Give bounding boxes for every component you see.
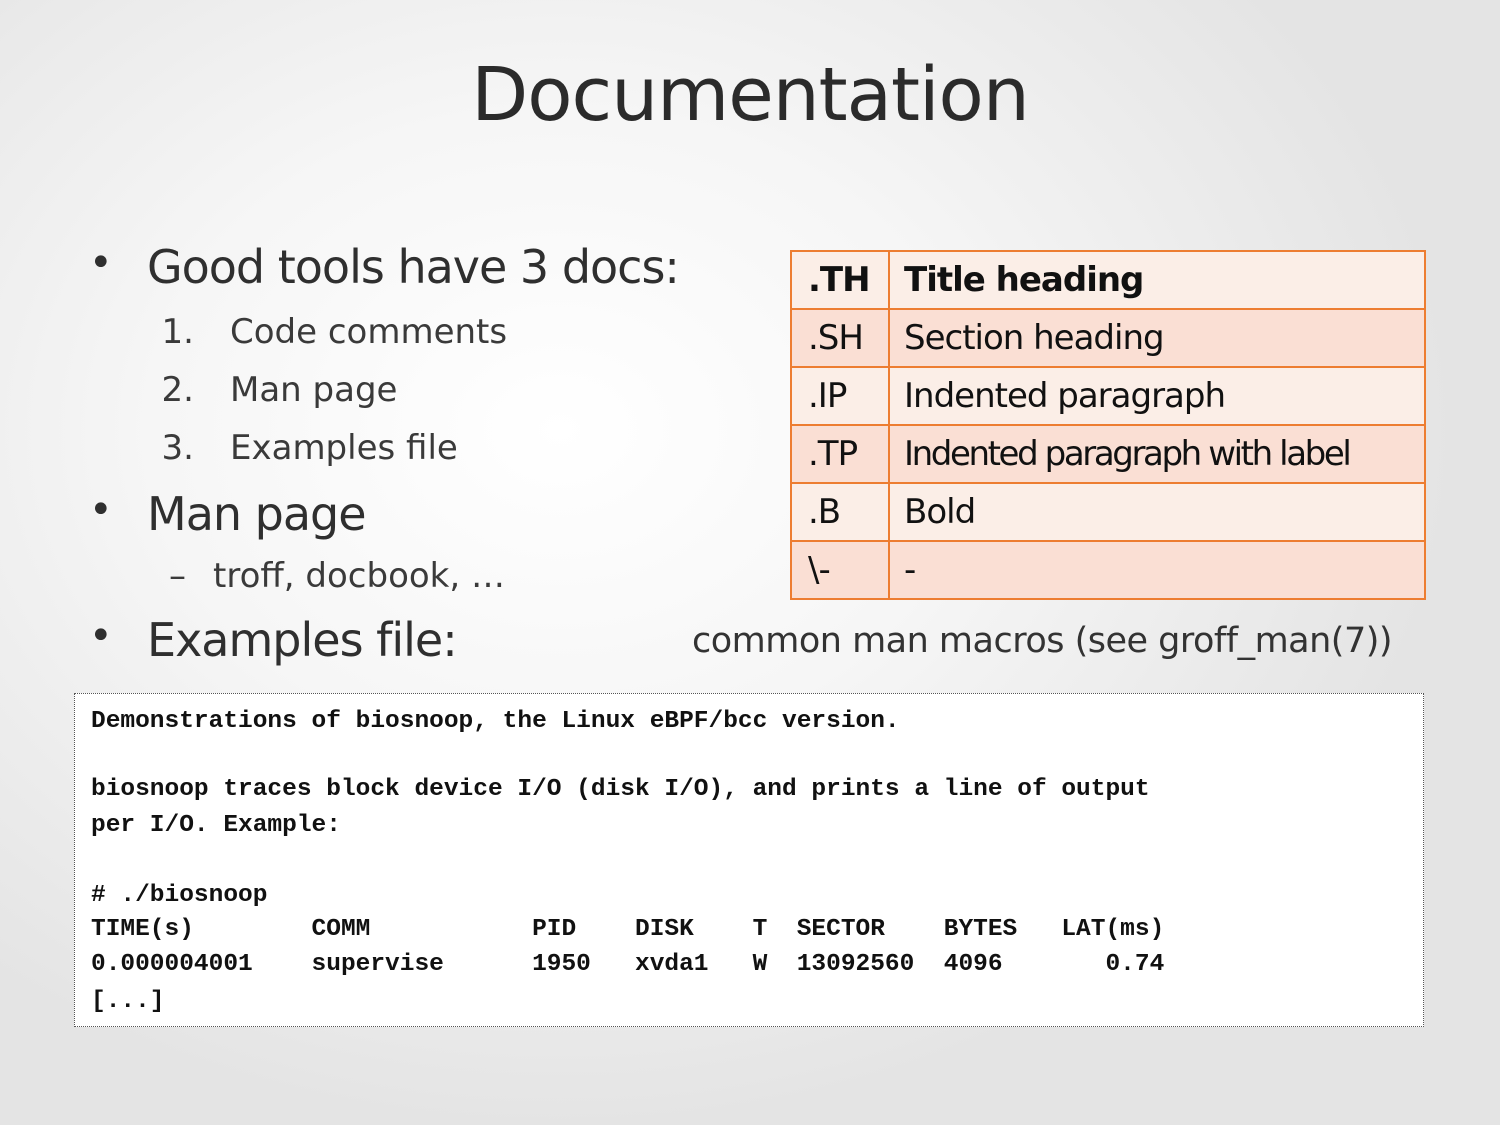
macro-cell: .B bbox=[791, 483, 889, 541]
table-row bbox=[791, 483, 1425, 541]
table-row bbox=[791, 367, 1425, 425]
list-number: 2. bbox=[161, 370, 194, 410]
bullet-text: Man page bbox=[147, 487, 366, 541]
code-line: Demonstrations of biosnoop, the Linux eBPF/bcc version. bbox=[91, 708, 900, 735]
table-row bbox=[791, 251, 1425, 309]
bullet-good-tools bbox=[89, 240, 679, 294]
macro-description-cell: Section heading bbox=[889, 309, 1425, 367]
slide-title: Documentation bbox=[471, 52, 1029, 138]
macro-cell: .SH bbox=[791, 309, 889, 367]
bullet-text: Good tools have 3 docs: bbox=[147, 240, 679, 294]
macro-cell: .TP bbox=[791, 425, 889, 483]
table-row bbox=[791, 541, 1425, 599]
bullet-examples-file bbox=[89, 613, 457, 667]
code-line: [...] bbox=[91, 988, 165, 1015]
list-item bbox=[161, 312, 508, 352]
macro-description-cell: - bbox=[889, 541, 1425, 599]
list-item-text: Examples file bbox=[230, 428, 458, 468]
code-line: 0.000004001 supervise 1950 xvda1 W 13092560 4096 0.74 bbox=[91, 951, 1165, 978]
table-caption: common man macros (see groff_man(7)) bbox=[692, 621, 1393, 661]
code-line: biosnoop traces block device I/O (disk I/O), and prints a line of output bbox=[91, 776, 1150, 803]
macro-description-cell: Bold bbox=[889, 483, 1425, 541]
bullet-dot: • bbox=[89, 487, 112, 533]
table-row bbox=[791, 309, 1425, 367]
macro-description-cell: Indented paragraph with label bbox=[889, 425, 1425, 483]
list-number: 1. bbox=[161, 312, 194, 352]
list-number: 3. bbox=[161, 428, 194, 468]
list-item-text: troff, docbook, … bbox=[213, 556, 505, 596]
macro-cell: .IP bbox=[791, 367, 889, 425]
list-item bbox=[169, 556, 505, 596]
list-item-text: Code comments bbox=[230, 312, 508, 352]
macro-cell: \- bbox=[791, 541, 889, 599]
bullet-dot: • bbox=[89, 240, 112, 286]
code-line: per I/O. Example: bbox=[91, 812, 341, 839]
macro-description-cell: Indented paragraph bbox=[889, 367, 1425, 425]
examples-file-code-block bbox=[74, 693, 1424, 1027]
table-row bbox=[791, 425, 1425, 483]
bullet-man-page bbox=[89, 487, 366, 541]
macro-cell: .TH bbox=[791, 251, 889, 309]
macro-description-cell: Title heading bbox=[889, 251, 1425, 309]
code-line: # ./biosnoop bbox=[91, 882, 268, 909]
bullet-text: Examples file: bbox=[147, 613, 457, 667]
man-macros-table bbox=[790, 250, 1426, 600]
list-dash: – bbox=[169, 556, 186, 596]
code-line: TIME(s) COMM PID DISK T SECTOR BYTES LAT(ms) bbox=[91, 916, 1165, 943]
list-item bbox=[161, 370, 398, 410]
list-item-text: Man page bbox=[230, 370, 398, 410]
bullet-dot: • bbox=[89, 613, 112, 659]
list-item bbox=[161, 428, 458, 468]
